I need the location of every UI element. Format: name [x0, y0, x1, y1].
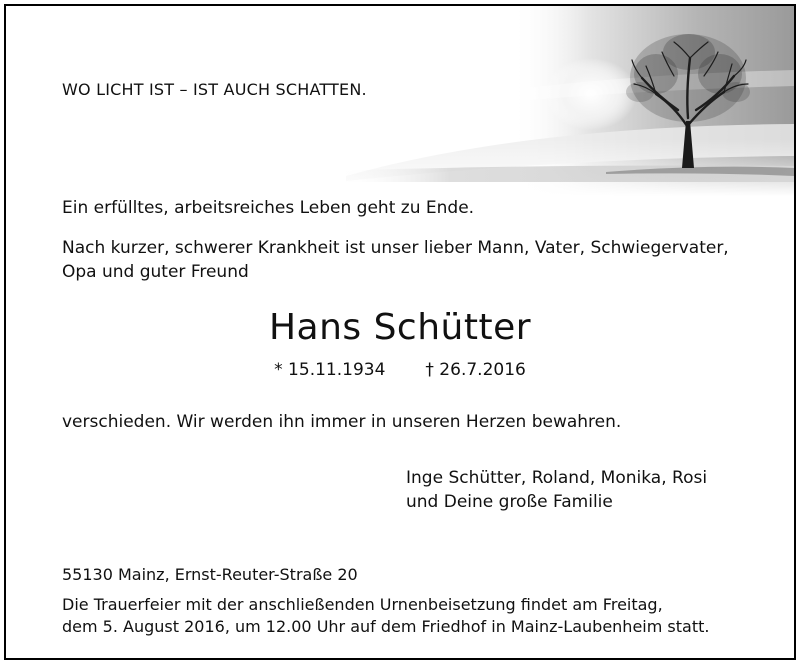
closing-text: verschieden. Wir werden ihn immer in unseren Herzen bewahren.: [62, 412, 622, 432]
ceremony-line-2: dem 5. August 2016, um 12.00 Uhr auf dem Friedhof in Mainz-Laubenheim statt.: [62, 617, 710, 636]
motto-heading: WO LICHT IST – IST AUCH SCHATTEN.: [62, 80, 367, 99]
ceremony-line-1: Die Trauerfeier mit der anschließenden Urnenbeisetzung findet am Freitag,: [62, 595, 663, 614]
family-signature-line-2: und Deine große Familie: [406, 492, 613, 512]
intro-text: Ein erfülltes, arbeitsreiches Leben geht zu Ende.: [62, 198, 475, 218]
obituary-card: [4, 4, 796, 660]
life-dates: [6, 358, 794, 382]
announcement-line-2: Opa und guter Freund: [62, 262, 249, 282]
deceased-name: Hans Schütter: [268, 307, 532, 348]
family-signature-line-1: Inge Schütter, Roland, Monika, Rosi: [406, 468, 708, 488]
address-text: 55130 Mainz, Ernst-Reuter-Straße 20: [62, 565, 358, 584]
death-date: † 26.7.2016: [425, 360, 526, 380]
announcement-line-1: Nach kurzer, schwerer Krankheit ist unser lieber Mann, Vater, Schwiegervater,: [62, 238, 729, 258]
birth-date: * 15.11.1934: [274, 360, 386, 380]
